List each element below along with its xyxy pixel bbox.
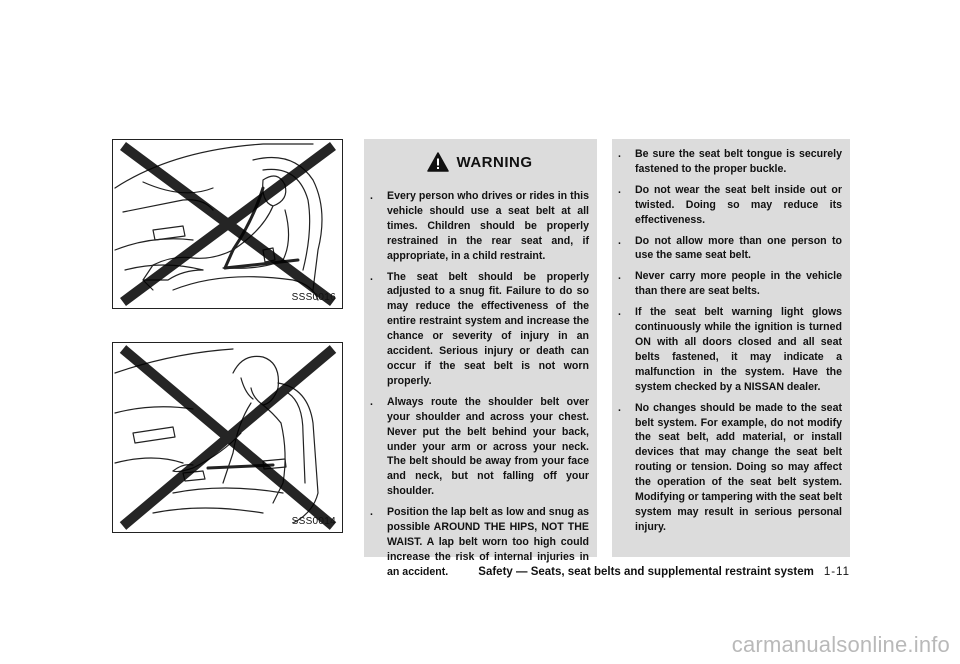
illustration-reclined-passenger bbox=[112, 139, 343, 309]
bullet-icon: . bbox=[618, 183, 621, 196]
list-item-text: Be sure the seat belt tongue is securely fastened to the proper buckle. bbox=[635, 148, 842, 175]
illustration-belt-worn-improperly bbox=[112, 342, 343, 533]
page-number: 1-11 bbox=[823, 566, 850, 578]
list-item-text: Always route the shoulder belt over your shoulder and across your chest. Never put the belt behind your back, under your arm or across your neck. The belt should be away from your face and neck, but not falling off your shoulder. bbox=[387, 395, 589, 498]
list-item-text: Do not allow more than one person to use the same seat belt. bbox=[635, 234, 842, 262]
list-item bbox=[618, 401, 842, 535]
warning-box-left bbox=[364, 139, 597, 578]
bullet-icon: . bbox=[618, 270, 621, 283]
list-item-text: Every person who drives or rides in this vehicle should use a seat belt at all times. Children should be properly restrained in the rear seat and, if appropriate, in a child restraint. bbox=[387, 190, 589, 262]
list-item bbox=[618, 183, 842, 228]
list-item-text: Position the lap belt as low and snug as possible AROUND THE HIPS, NOT THE WAIST. A lap belt worn too high could increase the risk of internal injuries in an accident. bbox=[387, 506, 589, 578]
list-item bbox=[618, 269, 842, 299]
reclined-seat-drawing bbox=[113, 140, 342, 308]
bullet-icon: . bbox=[370, 270, 373, 283]
seated-woman-drawing bbox=[113, 343, 342, 532]
list-item-text: If the seat belt warning light glows continuously while the ignition is turned ON with all doors closed and all seat belts fastened, it may indicate a malfunction in the system. Have the system checked by a NISSAN dealer. bbox=[635, 306, 842, 393]
list-item-text: The seat belt should be properly adjusted to a snug fit. Failure to do so may reduce the effectiveness of the entire restraint system and increase the chance or severity of injury in an accident. Serious injury or death can occur if the seat belt is not worn properly. bbox=[387, 270, 589, 387]
bullet-icon: . bbox=[370, 395, 373, 408]
warning-header bbox=[370, 151, 589, 173]
warning-box-right bbox=[612, 139, 850, 557]
list-item-text: Never carry more people in the vehicle than there are seat belts. bbox=[635, 270, 842, 298]
page-footer bbox=[478, 566, 850, 578]
bullet-icon: . bbox=[618, 234, 621, 247]
section-title: Safety — Seats, seat belts and supplemental restraint system bbox=[478, 566, 814, 578]
list-item bbox=[618, 305, 842, 394]
bullet-icon: . bbox=[618, 148, 621, 160]
figure-code: SSS0014 bbox=[291, 516, 336, 527]
list-item-text: Do not wear the seat belt inside out or twisted. Doing so may reduce its effectiveness. bbox=[635, 183, 842, 226]
list-item bbox=[618, 234, 842, 264]
bullet-icon: . bbox=[618, 306, 621, 319]
list-item bbox=[370, 270, 589, 389]
warning-triangle-icon bbox=[427, 152, 449, 172]
bullet-icon: . bbox=[370, 506, 373, 519]
figure-code: SSS0016 bbox=[291, 292, 336, 303]
list-item bbox=[618, 147, 842, 177]
warning-list-continued bbox=[618, 147, 842, 535]
warning-list bbox=[370, 189, 589, 580]
bullet-icon: . bbox=[370, 190, 373, 202]
bullet-icon: . bbox=[618, 401, 621, 414]
watermark: carmanualsonline.info bbox=[731, 632, 950, 657]
warning-title: WARNING bbox=[456, 153, 533, 171]
list-item bbox=[370, 189, 589, 264]
list-item-text: No changes should be made to the seat belt system. For example, do not modify the seat belt, add material, or install devices that may change the seat belt routing or tension. Doing so may affect the operation of the seat belt system. Modifying or tampering with the seat belt system may result in serious personal injury. bbox=[635, 401, 842, 533]
list-item bbox=[370, 395, 589, 499]
